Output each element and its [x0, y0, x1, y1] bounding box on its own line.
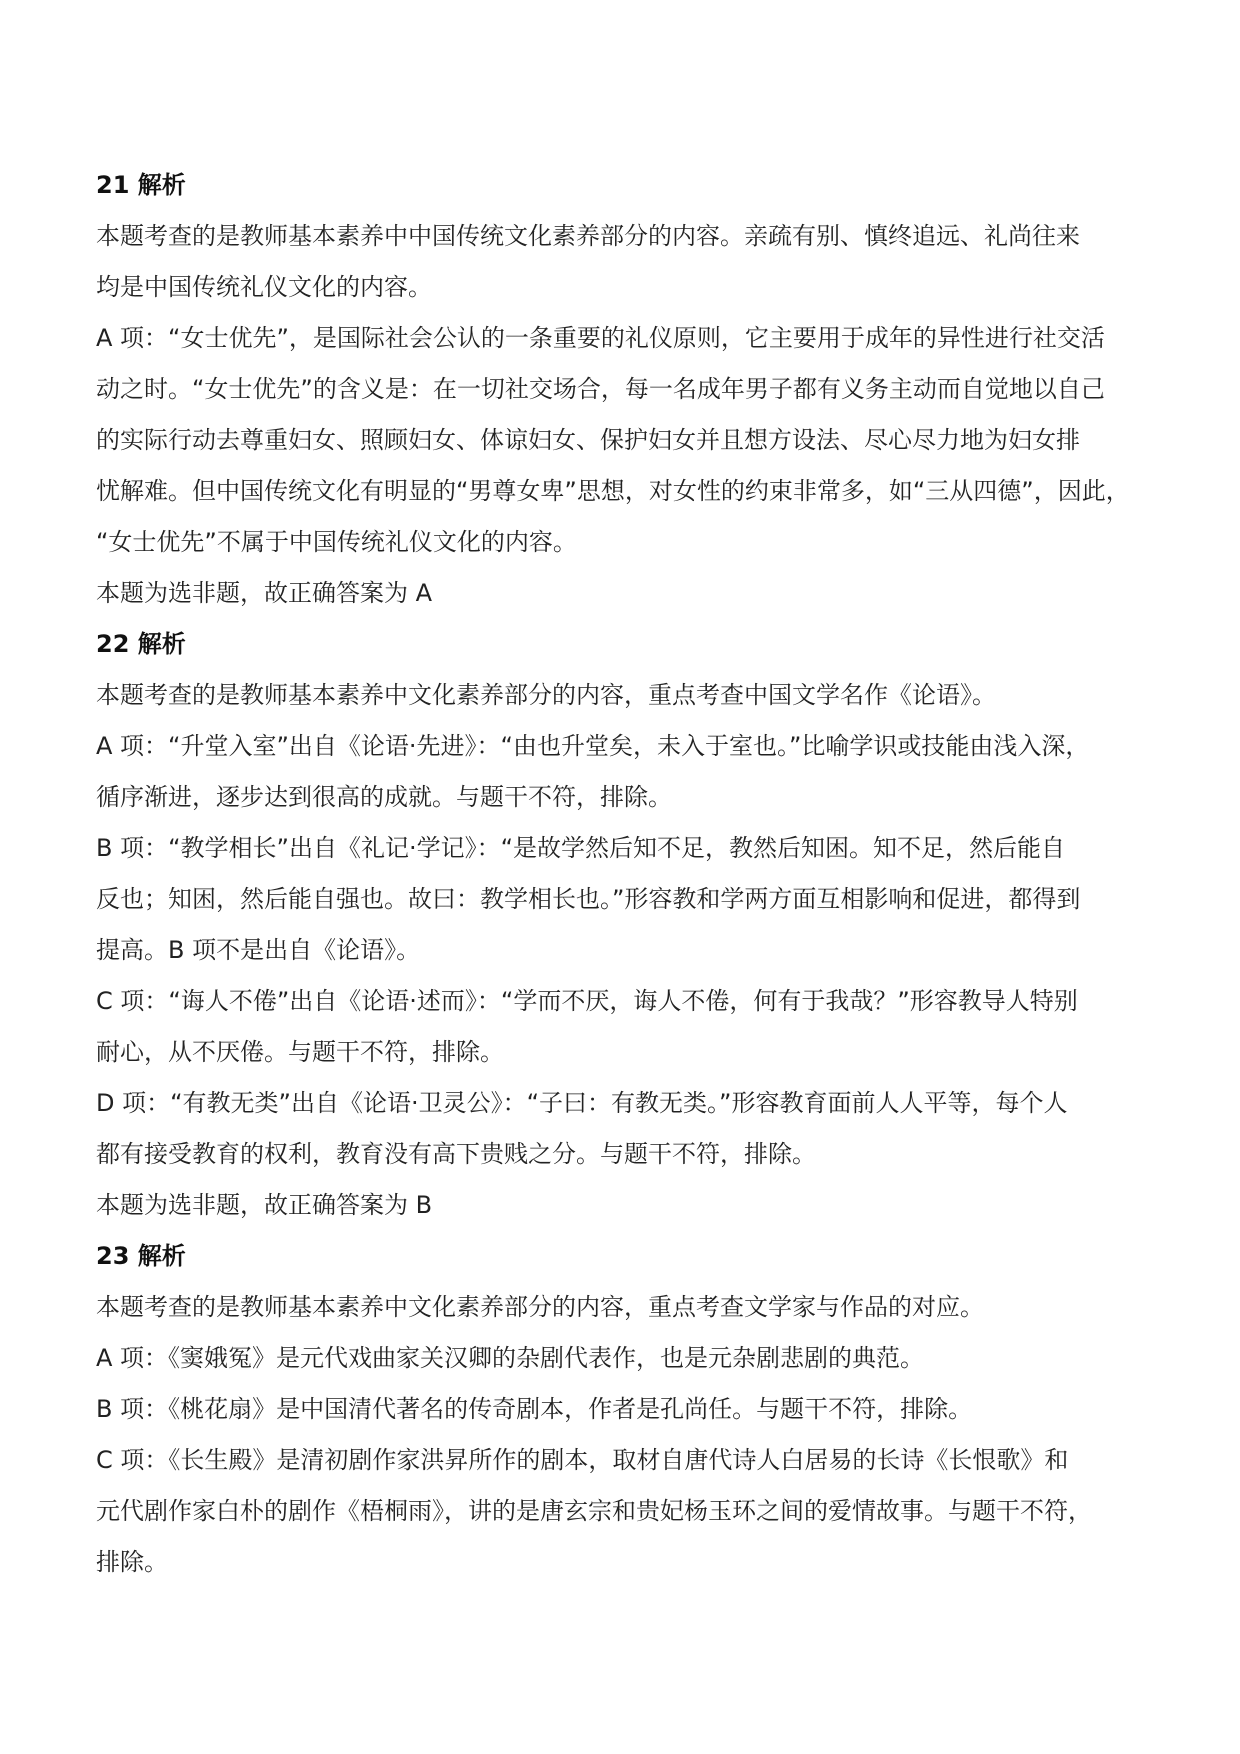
text-line: 本题考查的是教师基本素养中中国传统文化素养部分的内容。亲疏有别、慎终追远、礼尚往来	[96, 222, 1080, 250]
text-line: B 项：《桃花扇》是中国清代著名的传奇剧本，作者是孔尚任。与题干不符，排除。	[96, 1395, 973, 1423]
text-line: 耐心，从不厌倦。与题干不符，排除。	[96, 1038, 504, 1066]
paragraph	[96, 670, 1176, 721]
text-line: 本题为选非题，故正确答案为 B	[96, 1191, 433, 1219]
analysis-section	[96, 619, 1176, 1231]
analysis-section	[96, 1231, 1176, 1588]
paragraph	[96, 1282, 1176, 1333]
text-line: 元代剧作家白朴的剧作《梧桐雨》，讲的是唐玄宗和贵妃杨玉环之间的爱情故事。与题干不符，	[96, 1497, 1092, 1525]
text-line: B 项：“教学相长”出自《礼记·学记》：“是故学然后知不足，教然后知困。知不足，然后能自	[96, 834, 1066, 862]
section-heading: 22 解析	[96, 630, 186, 658]
text-line: 本题考查的是教师基本素养中文化素养部分的内容，重点考查中国文学名作《论语》。	[96, 681, 996, 709]
paragraph	[96, 568, 1176, 619]
text-line: 排除。	[96, 1548, 168, 1576]
text-line: A 项：“升堂入室”出自《论语·先进》：“由也升堂矣，未入于室也。”比喻学识或技能由浅入深，	[96, 732, 1090, 760]
text-line: A 项：《窦娥冤》是元代戏曲家关汉卿的杂剧代表作，也是元杂剧悲剧的典范。	[96, 1344, 925, 1372]
paragraph	[96, 976, 1176, 1078]
text-line: C 项：《长生殿》是清初剧作家洪昇所作的剧本，取材自唐代诗人白居易的长诗《长恨歌》和	[96, 1446, 1069, 1474]
paragraph	[96, 313, 1176, 568]
text-line: 均是中国传统礼仪文化的内容。	[96, 273, 432, 301]
paragraph	[96, 1180, 1176, 1231]
paragraph	[96, 211, 1176, 313]
paragraph	[96, 1384, 1176, 1435]
text-line: 循序渐进，逐步达到很高的成就。与题干不符，排除。	[96, 783, 672, 811]
document-content	[96, 160, 1176, 1588]
text-line: 忧解难。但中国传统文化有明显的“男尊女卑”思想，对女性的约束非常多，如“三从四德”，因此，	[96, 477, 1130, 505]
text-line: 本题为选非题，故正确答案为 A	[96, 579, 433, 607]
text-line: D 项：“有教无类”出自《论语·卫灵公》：“子曰：有教无类。”形容教育面前人人平等，每个人	[96, 1089, 1068, 1117]
section-heading: 21 解析	[96, 171, 186, 199]
text-line: 的实际行动去尊重妇女、照顾妇女、体谅妇女、保护妇女并且想方设法、尽心尽力地为妇女排	[96, 426, 1080, 454]
section-heading: 23 解析	[96, 1242, 186, 1270]
text-line: 反也；知困，然后能自强也。故曰：教学相长也。”形容教和学两方面互相影响和促进，都得到	[96, 885, 1081, 913]
text-line: “女士优先”不属于中国传统礼仪文化的内容。	[96, 528, 577, 556]
text-line: 都有接受教育的权利，教育没有高下贵贱之分。与题干不符，排除。	[96, 1140, 816, 1168]
text-line: C 项：“诲人不倦”出自《论语·述而》：“学而不厌，诲人不倦，何有于我哉？”形容教导人特别	[96, 987, 1078, 1015]
paragraph	[96, 823, 1176, 976]
paragraph	[96, 721, 1176, 823]
analysis-section	[96, 160, 1176, 619]
paragraph	[96, 1435, 1176, 1588]
text-line: A 项：“女士优先”，是国际社会公认的一条重要的礼仪原则，它主要用于成年的异性进行社交活	[96, 324, 1105, 352]
text-line: 动之时。“女士优先”的含义是：在一切社交场合，每一名成年男子都有义务主动而自觉地以自己	[96, 375, 1105, 403]
text-line: 本题考查的是教师基本素养中文化素养部分的内容，重点考查文学家与作品的对应。	[96, 1293, 984, 1321]
paragraph	[96, 1333, 1176, 1384]
paragraph	[96, 1078, 1176, 1180]
text-line: 提高。B 项不是出自《论语》。	[96, 936, 421, 964]
